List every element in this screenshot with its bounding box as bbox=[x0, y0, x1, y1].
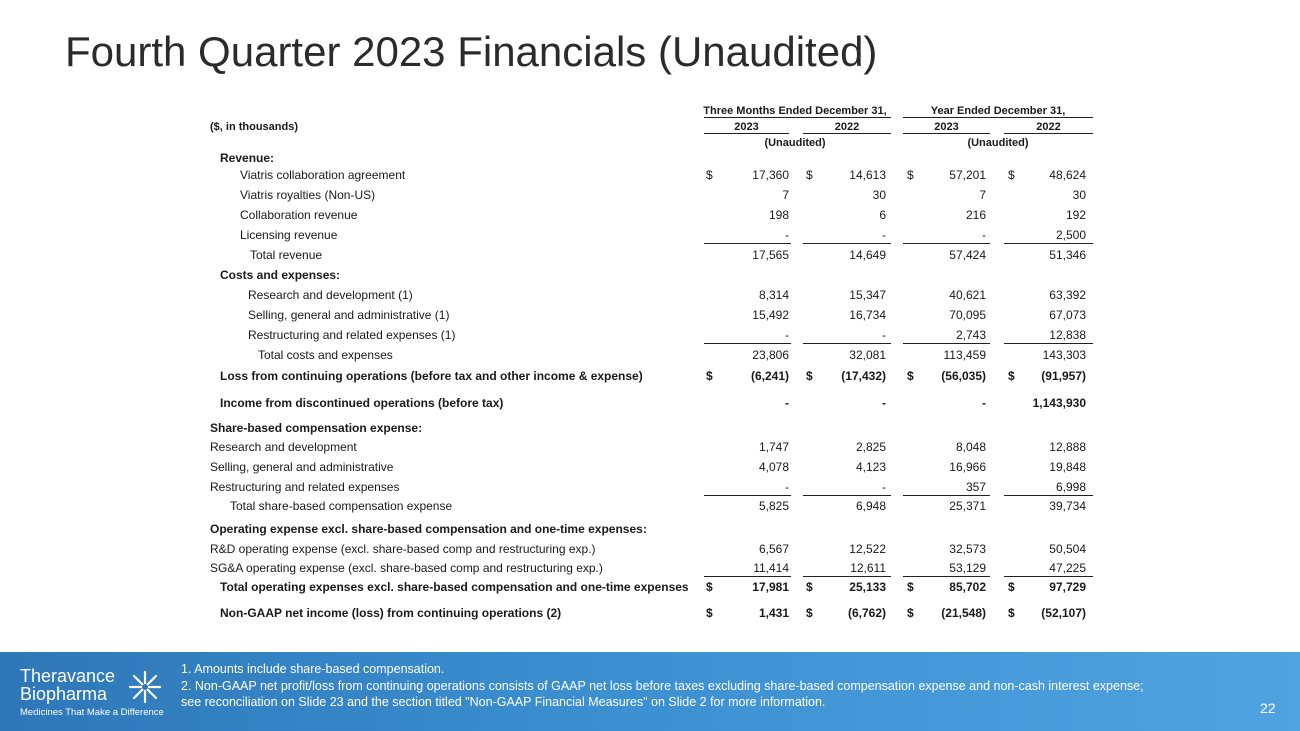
table-cell: 53,129 bbox=[949, 561, 986, 575]
row-label: Research and development (1) bbox=[248, 288, 413, 302]
subtotal-underline bbox=[803, 495, 891, 496]
row-label: Non-GAAP net income (loss) from continuing operations (2) bbox=[220, 606, 562, 620]
subtotal-underline bbox=[1004, 343, 1093, 344]
row-label: Licensing revenue bbox=[240, 228, 338, 242]
row-label: Total operating expenses excl. share-based compensation and one-time expenses bbox=[220, 580, 689, 594]
table-cell: 32,573 bbox=[949, 542, 986, 556]
table-cell: 12,838 bbox=[1049, 328, 1086, 342]
currency-symbol: $ bbox=[907, 369, 914, 383]
table-cell: (21,548) bbox=[941, 606, 986, 620]
currency-symbol: $ bbox=[706, 168, 713, 182]
table-cell: 14,649 bbox=[849, 248, 886, 262]
subtotal-underline bbox=[704, 343, 791, 344]
table-cell: 2,825 bbox=[855, 440, 886, 454]
table-cell: 113,459 bbox=[943, 348, 986, 362]
table-cell: 17,360 bbox=[752, 168, 789, 182]
table-cell: - bbox=[882, 328, 886, 342]
footnote-2: 2. Non-GAAP net profit/loss from continuing operations consists of GAAP net loss before taxes excluding share-based compensation expense and non-cash interest expense; bbox=[181, 679, 1144, 693]
table-cell: (17,432) bbox=[841, 369, 886, 383]
unaudited-label: (Unaudited) bbox=[967, 137, 1029, 149]
subtotal-underline bbox=[704, 495, 791, 496]
table-cell: - bbox=[882, 480, 886, 494]
table-cell: 192 bbox=[1065, 208, 1086, 222]
logo-wordmark-line1: Theravance bbox=[20, 666, 116, 686]
table-cell: 40,621 bbox=[949, 288, 986, 302]
table-cell: 216 bbox=[965, 208, 986, 222]
year-underline bbox=[903, 133, 990, 134]
table-cell: 48,624 bbox=[1049, 168, 1086, 182]
table-cell: (52,107) bbox=[1041, 606, 1086, 620]
table-cell: 6,998 bbox=[1055, 480, 1086, 494]
year-underline bbox=[803, 133, 891, 134]
table-cell: 12,611 bbox=[850, 561, 886, 575]
table-cell: 57,201 bbox=[949, 168, 986, 182]
table-cell: 70,095 bbox=[949, 308, 986, 322]
subtotal-underline bbox=[1004, 495, 1093, 496]
subtotal-underline bbox=[1004, 576, 1093, 577]
table-cell: 17,565 bbox=[752, 248, 789, 262]
currency-symbol: $ bbox=[1008, 369, 1015, 383]
table-cell: - bbox=[982, 396, 986, 410]
currency-symbol: $ bbox=[1008, 168, 1015, 182]
table-cell: 30 bbox=[1072, 188, 1086, 202]
table-cell: 7 bbox=[782, 188, 789, 202]
table-cell: - bbox=[785, 328, 789, 342]
unaudited-label: (Unaudited) bbox=[764, 137, 826, 149]
row-label: Collaboration revenue bbox=[240, 208, 358, 222]
group-underline bbox=[704, 117, 891, 118]
group-header-three-months: Three Months Ended December 31, bbox=[703, 105, 887, 117]
table-cell: - bbox=[785, 396, 789, 410]
currency-symbol: $ bbox=[907, 168, 914, 182]
footnote-2-continued: see reconciliation on Slide 23 and the section titled "Non-GAAP Financial Measures" on Slide 2 for more information. bbox=[181, 695, 826, 709]
table-cell: (91,957) bbox=[1041, 369, 1086, 383]
year-underline bbox=[1004, 133, 1093, 134]
row-label: Total share-based compensation expense bbox=[230, 499, 453, 513]
row-label: Costs and expenses: bbox=[220, 268, 341, 282]
subtotal-underline bbox=[704, 576, 791, 577]
table-cell: 32,081 bbox=[849, 348, 886, 362]
subtotal-underline bbox=[903, 343, 990, 344]
row-label: Viatris collaboration agreement bbox=[240, 168, 406, 182]
table-cell: 12,888 bbox=[1049, 440, 1086, 454]
group-header-year: Year Ended December 31, bbox=[930, 105, 1066, 117]
year-header: 2023 bbox=[734, 121, 759, 133]
row-label: R&D operating expense (excl. share-based comp and restructuring exp.) bbox=[210, 542, 596, 556]
footer-banner bbox=[0, 652, 1300, 731]
table-cell: - bbox=[882, 228, 886, 242]
table-cell: 15,347 bbox=[849, 288, 886, 302]
table-cell: 12,522 bbox=[849, 542, 886, 556]
currency-symbol: $ bbox=[706, 369, 713, 383]
row-label: Research and development bbox=[210, 440, 357, 454]
logo-wordmark-line2: Biopharma bbox=[20, 684, 108, 704]
year-underline bbox=[704, 133, 789, 134]
year-header: 2022 bbox=[1036, 121, 1061, 133]
table-cell: 15,492 bbox=[752, 308, 789, 322]
currency-symbol: $ bbox=[806, 168, 813, 182]
subtotal-underline bbox=[803, 243, 891, 244]
table-cell: 6 bbox=[879, 208, 886, 222]
logo-tagline: Medicines That Make a Difference bbox=[20, 707, 164, 718]
row-label: Loss from continuing operations (before tax and other income & expense) bbox=[220, 369, 643, 383]
table-cell: 2,743 bbox=[955, 328, 986, 342]
table-cell: 2,500 bbox=[1055, 228, 1086, 242]
table-cell: 25,371 bbox=[949, 499, 986, 513]
row-label: Restructuring and related expenses (1) bbox=[248, 328, 456, 342]
table-cell: 67,073 bbox=[1049, 308, 1086, 322]
currency-symbol: $ bbox=[1008, 580, 1015, 594]
table-cell: 57,424 bbox=[949, 248, 986, 262]
table-cell: 198 bbox=[768, 208, 789, 222]
currency-symbol: $ bbox=[907, 606, 914, 620]
table-cell: 97,729 bbox=[1049, 580, 1086, 594]
table-cell: 8,048 bbox=[955, 440, 986, 454]
table-cell: 23,806 bbox=[752, 348, 789, 362]
table-cell: 14,613 bbox=[849, 168, 886, 182]
table-cell: 8,314 bbox=[758, 288, 789, 302]
table-cell: 143,303 bbox=[1042, 348, 1086, 362]
table-cell: 51,346 bbox=[1049, 248, 1086, 262]
currency-symbol: $ bbox=[806, 580, 813, 594]
subtotal-underline bbox=[803, 343, 891, 344]
table-cell: 5,825 bbox=[758, 499, 789, 513]
row-label: Restructuring and related expenses bbox=[210, 480, 400, 494]
starburst-logo-icon bbox=[128, 670, 162, 704]
table-cell: 16,966 bbox=[949, 460, 986, 474]
table-cell: 63,392 bbox=[1049, 288, 1086, 302]
currency-symbol: $ bbox=[806, 606, 813, 620]
table-cell: 4,123 bbox=[855, 460, 886, 474]
row-label: Operating expense excl. share-based compensation and one-time expenses: bbox=[210, 522, 647, 536]
table-cell: 50,504 bbox=[1049, 542, 1086, 556]
table-cell: 6,948 bbox=[855, 499, 886, 513]
table-cell: (6,762) bbox=[847, 606, 886, 620]
subtotal-underline bbox=[903, 243, 990, 244]
table-cell: 6,567 bbox=[758, 542, 789, 556]
group-underline bbox=[903, 117, 1093, 118]
subtotal-underline bbox=[903, 495, 990, 496]
table-cell: 1,431 bbox=[758, 606, 789, 620]
row-label: SG&A operating expense (excl. share-based comp and restructuring exp.) bbox=[210, 561, 603, 575]
table-cell: 4,078 bbox=[758, 460, 789, 474]
subtotal-underline bbox=[803, 576, 891, 577]
row-label: Revenue: bbox=[220, 151, 275, 165]
row-label: Total revenue bbox=[250, 248, 323, 262]
table-cell: 1,143,930 bbox=[1032, 396, 1086, 410]
row-label: Viatris royalties (Non-US) bbox=[240, 188, 376, 202]
row-label: Total costs and expenses bbox=[258, 348, 393, 362]
table-cell: 30 bbox=[872, 188, 886, 202]
year-header: 2023 bbox=[934, 121, 959, 133]
currency-symbol: $ bbox=[907, 580, 914, 594]
subtotal-underline bbox=[1004, 243, 1093, 244]
table-cell: - bbox=[785, 228, 789, 242]
footnote-1: 1. Amounts include share-based compensation. bbox=[181, 662, 445, 676]
table-cell: 7 bbox=[979, 188, 986, 202]
subtotal-underline bbox=[704, 243, 791, 244]
currency-symbol: $ bbox=[706, 580, 713, 594]
row-label: Selling, general and administrative (1) bbox=[248, 308, 450, 322]
row-label: Income from discontinued operations (before tax) bbox=[220, 396, 504, 410]
table-cell: 19,848 bbox=[1049, 460, 1086, 474]
table-cell: 17,981 bbox=[752, 580, 789, 594]
table-cell: 39,734 bbox=[1049, 499, 1086, 513]
row-label: Selling, general and administrative bbox=[210, 460, 394, 474]
table-cell: 11,414 bbox=[753, 561, 789, 575]
table-cell: (56,035) bbox=[941, 369, 986, 383]
row-label: Share-based compensation expense: bbox=[210, 421, 423, 435]
currency-symbol: $ bbox=[706, 606, 713, 620]
table-cell: - bbox=[882, 396, 886, 410]
table-cell: 25,133 bbox=[849, 580, 886, 594]
table-cell: 16,734 bbox=[849, 308, 886, 322]
table-cell: - bbox=[982, 228, 986, 242]
table-cell: - bbox=[785, 480, 789, 494]
currency-symbol: $ bbox=[806, 369, 813, 383]
table-cell: 1,747 bbox=[758, 440, 789, 454]
subtotal-underline bbox=[903, 576, 990, 577]
slide-title: Fourth Quarter 2023 Financials (Unaudited) bbox=[65, 28, 878, 75]
table-cell: (6,241) bbox=[750, 369, 789, 383]
year-header: 2022 bbox=[834, 121, 860, 133]
table-cell: 357 bbox=[965, 480, 986, 494]
page-number: 22 bbox=[1260, 700, 1276, 716]
table-cell: 47,225 bbox=[1049, 561, 1086, 575]
table-cell: 85,702 bbox=[949, 580, 986, 594]
currency-symbol: $ bbox=[1008, 606, 1015, 620]
units-label: ($, in thousands) bbox=[210, 121, 298, 133]
